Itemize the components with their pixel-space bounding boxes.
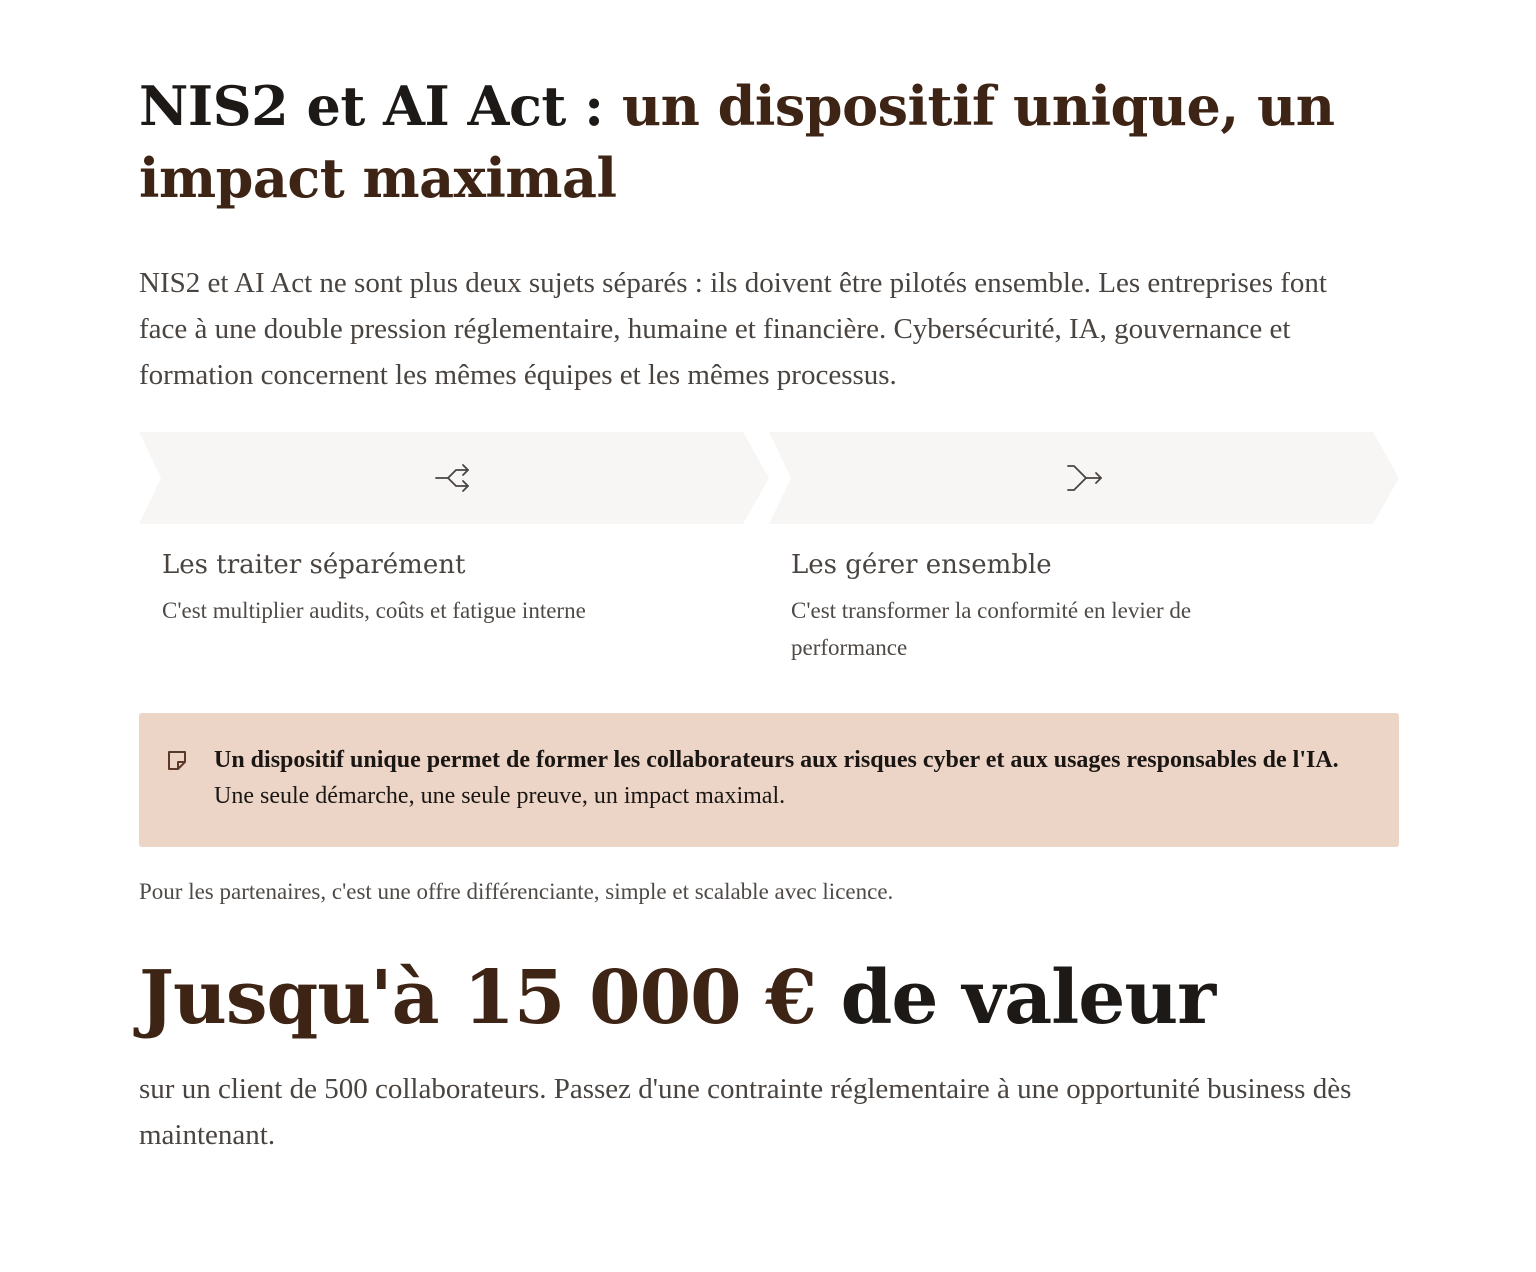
value-heading [139, 950, 1399, 1046]
comparison-together [791, 548, 1311, 666]
value-rest: de valeur [815, 955, 1216, 1041]
partners-text: Pour les partenaires, c'est une offre différenciante, simple et scalable avec licence. [139, 879, 894, 904]
value-amount: Jusqu'à 15 000 € [139, 955, 816, 1041]
callout-bold: Un dispositif unique permet de former les collaborateurs aux risques cyber et aux usages responsables de l'IA. [214, 747, 1339, 773]
title-accent: un dispositif unique, un impact maximal [139, 74, 1335, 210]
chevron-together [769, 432, 1399, 524]
callout-rest: Une seule démarche, une seule preuve, un impact maximal. [214, 783, 786, 809]
intro-paragraph: NIS2 et AI Act ne sont plus deux sujets séparés : ils doivent être pilotés ensemble. Les entreprises font face à une double pression réglementaire, humaine et financière. Cybersécurité, IA, gouvernance et formation concernent les mêmes équipes et les mêmes processus. [139, 267, 1327, 391]
separate-title: Les traiter séparément [162, 550, 466, 580]
chevron-separate [139, 432, 769, 524]
merge-arrows-icon [1064, 460, 1104, 496]
sticky-note-icon [165, 749, 189, 777]
outro-paragraph: sur un client de 500 collaborateurs. Passez d'une contrainte réglementaire à une opportunité business dès maintenant. [139, 1073, 1352, 1151]
callout-text [214, 742, 1384, 814]
title-lead: NIS2 et AI Act : [139, 74, 622, 138]
page-title [139, 70, 1359, 214]
separate-text: C'est multiplier audits, coûts et fatigue interne [162, 598, 586, 623]
together-text: C'est transformer la conformité en levier de performance [791, 598, 1192, 660]
split-arrows-icon [434, 460, 474, 496]
callout-box [139, 713, 1399, 847]
comparison-block [139, 432, 1399, 682]
comparison-separate [162, 548, 682, 629]
content-section [139, 70, 1399, 1158]
together-title: Les gérer ensemble [791, 550, 1052, 580]
